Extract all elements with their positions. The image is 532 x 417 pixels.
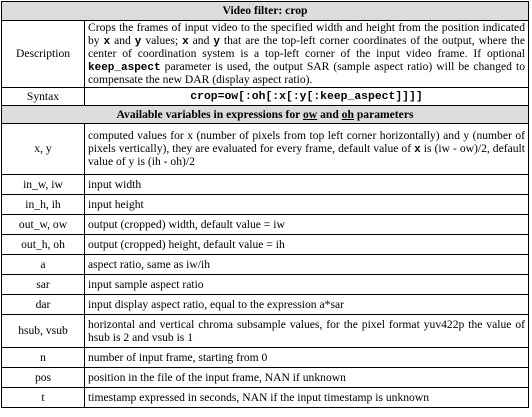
variable-name: pos xyxy=(2,368,85,388)
variable-description: number of input frame, starting from 0 xyxy=(85,348,529,368)
variable-description: input height xyxy=(85,195,529,215)
variable-name: in_w, iw xyxy=(2,175,85,195)
table-row xyxy=(2,124,529,175)
title-row xyxy=(2,2,529,21)
variable-name: dar xyxy=(2,295,85,315)
variable-name: sar xyxy=(2,275,85,295)
variable-name: x, y xyxy=(2,124,85,175)
table-title: Video filter: crop xyxy=(2,2,529,21)
variable-description: output (cropped) height, default value = ih xyxy=(85,235,529,255)
variable-description: output (cropped) width, default value = iw xyxy=(85,215,529,235)
variable-name: out_h, oh xyxy=(2,235,85,255)
variable-description: input sample aspect ratio xyxy=(85,275,529,295)
table-row xyxy=(2,235,529,255)
variable-name: out_w, ow xyxy=(2,215,85,235)
variable-description: horizontal and vertical chroma subsample values, for the pixel format yuv422p the value of hsub is 2 and vsub is 1 xyxy=(85,315,529,348)
description-row xyxy=(2,21,529,88)
crop-filter-table xyxy=(1,1,529,408)
variable-name: n xyxy=(2,348,85,368)
table-row xyxy=(2,215,529,235)
description-text: Crops the frames of input video to the specified width and height from the position indicated by x and y values; x and y that are the top-left corner coordinates of the output, where the center of coordination system is a top-left corner of the input video frame. If optional keep_aspect parameter is used, the output SAR (sample aspect ratio) will be changed to compensate the new DAR (display aspect ratio). xyxy=(85,21,529,88)
table-row xyxy=(2,175,529,195)
variable-name: in_h, ih xyxy=(2,195,85,215)
table-row xyxy=(2,195,529,215)
table-row xyxy=(2,315,529,348)
variable-description: aspect ratio, same as iw/ih xyxy=(85,255,529,275)
variables-header-row xyxy=(2,106,529,124)
syntax-row xyxy=(2,88,529,106)
variable-description: input width xyxy=(85,175,529,195)
table-row xyxy=(2,275,529,295)
table-row xyxy=(2,295,529,315)
variable-description: input display aspect ratio, equal to the expression a*sar xyxy=(85,295,529,315)
description-label: Description xyxy=(2,21,85,88)
table-row xyxy=(2,255,529,275)
variable-name: hsub, vsub xyxy=(2,315,85,348)
variable-name: a xyxy=(2,255,85,275)
table-row xyxy=(2,388,529,408)
variable-description: timestamp expressed in seconds, NAN if the input timestamp is unknown xyxy=(85,388,529,408)
table-row xyxy=(2,368,529,388)
table-row xyxy=(2,348,529,368)
variable-name: t xyxy=(2,388,85,408)
variables-header: Available variables in expressions for ow and oh parameters xyxy=(2,106,529,124)
variable-description: position in the file of the input frame, NAN if unknown xyxy=(85,368,529,388)
variable-description: computed values for x (number of pixels from top left corner horizontally) and y (number of pixels vertically), they are evaluated for every frame, default value of x is (iw - ow)/2, default value of y is (ih - oh)/2 xyxy=(85,124,529,175)
syntax-label: Syntax xyxy=(2,88,85,106)
syntax-value: crop=ow[:oh[:x[:y[:keep_aspect]]]] xyxy=(85,88,529,106)
